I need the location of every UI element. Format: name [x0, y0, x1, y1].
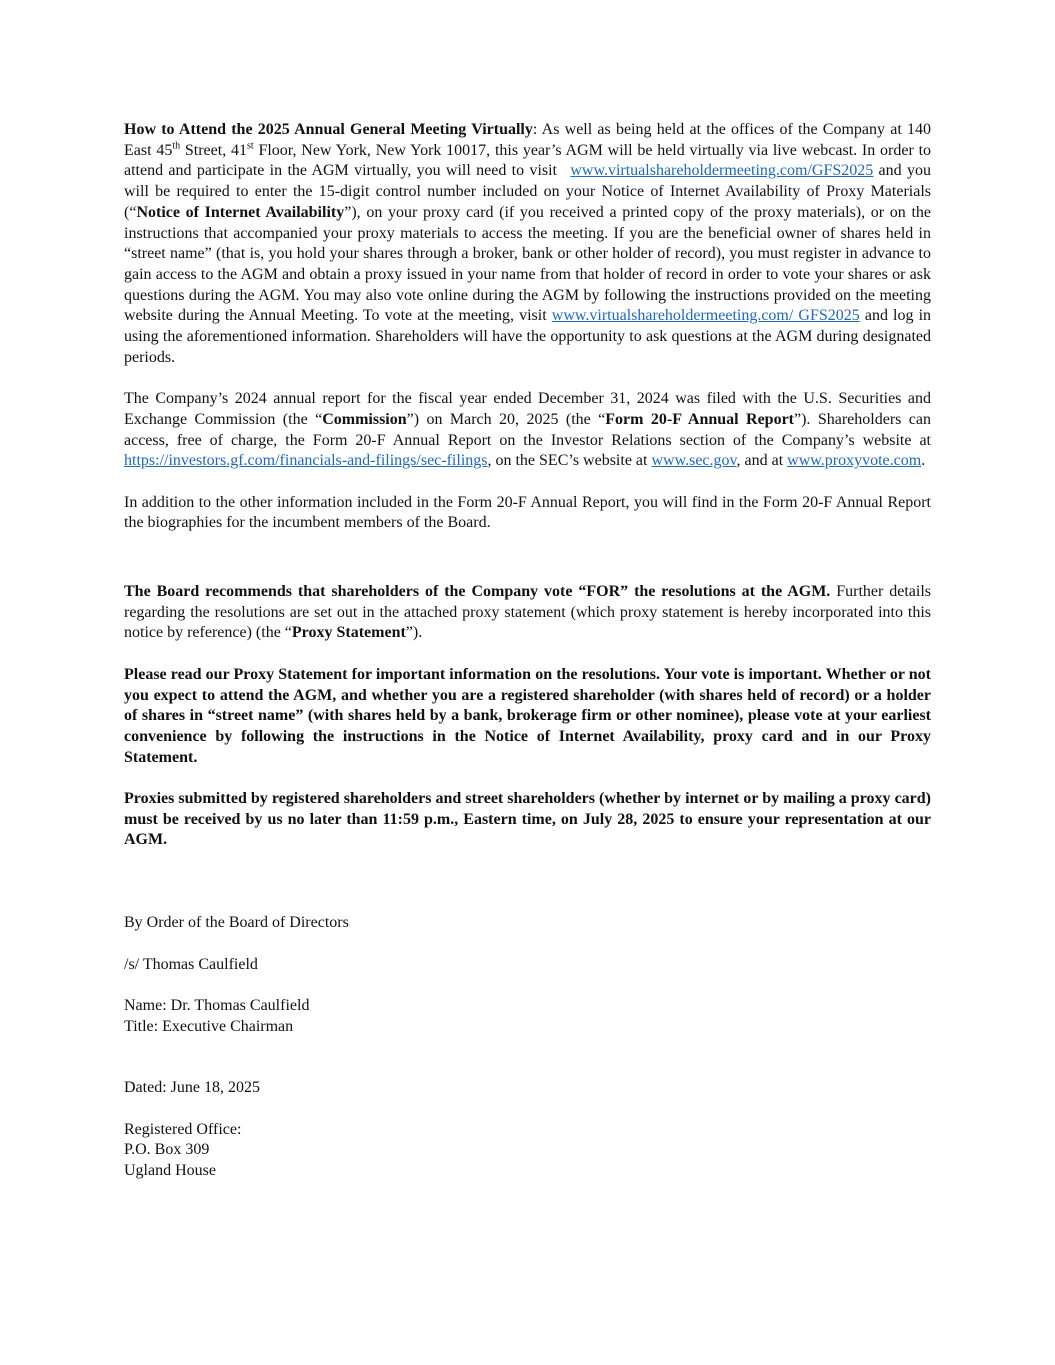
- signer-title: Title: Executive Chairman: [124, 1017, 294, 1035]
- board-recommendation-paragraph: The Board recommends that shareholders of the Company vote “FOR” the resolutions at the AGM. Further details regarding the resolutions are set out in the attached proxy statement (which proxy statement is hereby incorporated into this notice by reference) (the “Proxy Statement”).: [124, 583, 932, 642]
- virtual-meeting-link[interactable]: www.virtualshareholdermeeting.com/GFS2025: [570, 162, 874, 180]
- spacer: [124, 1099, 931, 1120]
- proxy-deadline-paragraph: Proxies submitted by registered shareholders and street shareholders (whether by internet or by mailing a proxy card) must be received by us no later than 11:59 p.m., Eastern time, on July 28, 2025 to ensure your representation at our AGM.: [124, 790, 931, 849]
- by-order-line: By Order of the Board of Directors: [124, 914, 349, 932]
- biographies-paragraph: In addition to the other information included in the Form 20-F Annual Report, you will find in the Form 20-F Annual Report the biographies for the incumbent members of the Board.: [124, 493, 931, 532]
- registered-office-line-1: P.O. Box 309: [124, 1141, 210, 1159]
- signature-line: /s/ Thomas Caulfield: [124, 955, 258, 973]
- spacer: [124, 368, 931, 389]
- signer-name: Name: Dr. Thomas Caulfield: [124, 996, 310, 1014]
- spacer: [124, 768, 931, 789]
- spacer: [124, 934, 931, 955]
- document-page: [124, 120, 931, 1182]
- spacer: [124, 851, 931, 913]
- vote-important-paragraph: Please read our Proxy Statement for important information on the resolutions. Your vote is important. Whether or not you expect to attend the AGM, and whether you are a registered shareholder (with shares held of record) or a holder of shares in “street name” (with shares held by a bank, brokerage firm or other nominee), please vote at your earliest convenience by following the instructions in the Notice of Internet Availability, proxy card and in our Proxy Statement.: [124, 665, 931, 766]
- investor-relations-link[interactable]: https://investors.gf.com/financials-and-filings/sec-filings: [124, 452, 488, 470]
- registered-office-label: Registered Office:: [124, 1120, 242, 1138]
- virtual-meeting-vote-link[interactable]: www.virtualshareholdermeeting.com/ GFS2025: [551, 307, 860, 325]
- virtual-meeting-heading: How to Attend the 2025 Annual General Meeting Virtually: [124, 121, 533, 138]
- annual-report-paragraph: The Company’s 2024 annual report for the fiscal year ended December 31, 2024 was filed with the U.S. Securities and Exchange Commission (the “Commission”) on March 20, 2025 (the “Form 20-F Annual Report”). Shareholders can access, free of charge, the Form 20-F Annual Report on the Investor Relations section of the Company’s website at https://investors.gf.com/financials-and-filings/sec-filings, on the SEC’s website at www.sec.gov, and at www.proxyvote.com.: [124, 390, 931, 470]
- proxyvote-link[interactable]: www.proxyvote.com: [787, 452, 922, 470]
- spacer: [124, 534, 931, 582]
- dated-line: Dated: June 18, 2025: [124, 1079, 260, 1097]
- sec-gov-link[interactable]: www.sec.gov: [651, 452, 737, 470]
- spacer: [124, 472, 931, 493]
- spacer: [124, 975, 931, 996]
- registered-office-line-2: Ugland House: [124, 1162, 216, 1180]
- spacer: [124, 1037, 931, 1078]
- spacer: [124, 644, 931, 665]
- virtual-meeting-paragraph: How to Attend the 2025 Annual General Meeting Virtually: As well as being held at the offices of the Company at 140 East 45th Street, 41st Floor, New York, New York 10017, this year’s AGM will be held virtually via live webcast. In order to attend and participate in the AGM virtually, you will need to visit www.virtualshareholdermeeting.com/GFS2025 and you will be required to enter the 15-digit control number included on your Notice of Internet Availability of Proxy Materials (“Notice of Internet Availability”), on your proxy card (if you received a printed copy of the proxy materials), or on the instructions that accompanied your proxy materials to access the meeting. If you are the beneficial owner of shares held in “street name” (that is, you hold your shares through a broker, bank or other holder of record), you must register in advance to gain access to the AGM and obtain a proxy issued in your name from that holder of record in order to vote your shares or ask questions during the AGM. You may also vote online during the AGM by following the instructions provided on the meeting website during the Annual Meeting. To vote at the meeting, visit www.virtualshareholdermeeting.com/ GFS2025 and log in using the aforementioned information. Shareholders will have the opportunity to ask questions at the AGM during designated periods.: [124, 121, 932, 366]
